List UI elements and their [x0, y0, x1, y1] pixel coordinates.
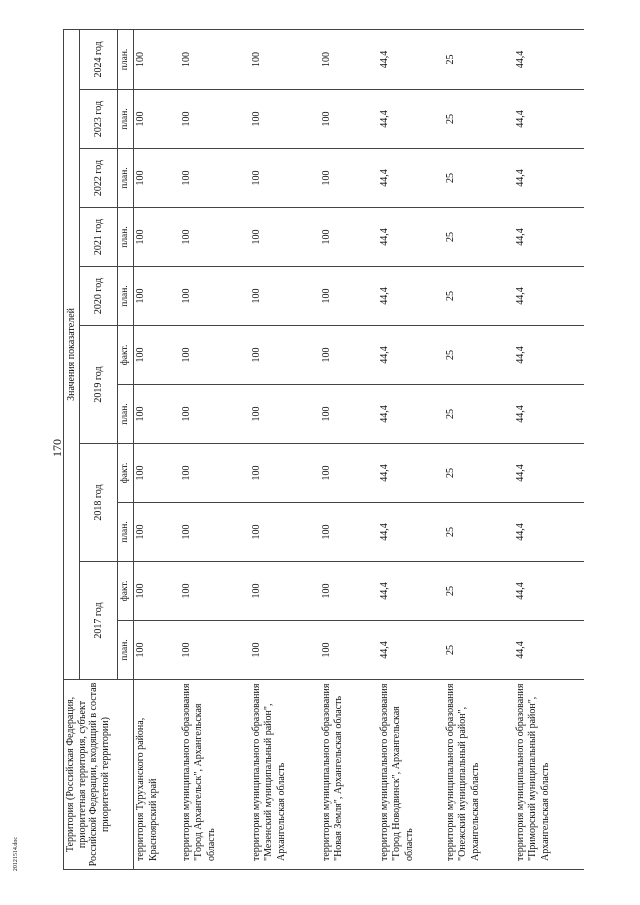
value-cell: 25: [444, 29, 514, 89]
value-cell: 100: [250, 621, 320, 680]
sub-fact: факт.: [118, 562, 134, 621]
value-cell: 44,4: [514, 503, 584, 562]
value-cell: 100: [180, 503, 250, 562]
value-cell: 100: [134, 208, 180, 267]
territory-cell: территория муниципального образования "Город Новодвинск", Архангельская область: [378, 680, 444, 870]
value-cell: 44,4: [378, 149, 444, 208]
value-cell: 44,4: [514, 562, 584, 621]
value-cell: 100: [180, 562, 250, 621]
year-header-2020: 2020 год: [80, 267, 118, 326]
value-cell: 100: [134, 149, 180, 208]
value-cell: 100: [250, 562, 320, 621]
territory-cell: территория муниципального образования "Онежский муниципальный район", Архангельская область: [444, 680, 514, 870]
territory-cell: территория муниципального образования "Новая Земля", Архангельская область: [320, 680, 378, 870]
value-cell: 100: [134, 29, 180, 89]
value-cell: 25: [444, 385, 514, 444]
value-cell: 100: [320, 621, 378, 680]
value-cell: 100: [250, 29, 320, 89]
sub-plan: план.: [118, 29, 134, 89]
value-cell: 100: [180, 326, 250, 385]
value-cell: 44,4: [514, 208, 584, 267]
footer-code: 20121514.doc: [13, 836, 19, 872]
value-cell: 100: [320, 149, 378, 208]
table-row: [320, 29, 378, 869]
value-cell: 100: [180, 267, 250, 326]
year-header-2017: 2017 год: [80, 562, 118, 680]
value-cell: 44,4: [378, 326, 444, 385]
sub-plan: план.: [118, 621, 134, 680]
year-header-2018: 2018 год: [80, 444, 118, 562]
year-header-2021: 2021 год: [80, 208, 118, 267]
value-cell: 100: [320, 267, 378, 326]
value-cell: 44,4: [514, 29, 584, 89]
value-cell: 100: [250, 90, 320, 149]
sub-plan: план.: [118, 90, 134, 149]
value-cell: 100: [180, 208, 250, 267]
value-cell: 25: [444, 503, 514, 562]
value-cell: 100: [250, 208, 320, 267]
table-row: [444, 29, 514, 869]
value-cell: 100: [320, 90, 378, 149]
indicators-table-wrapper: [63, 30, 603, 870]
value-cell: 100: [320, 385, 378, 444]
year-header-2019: 2019 год: [80, 326, 118, 444]
value-cell: 25: [444, 562, 514, 621]
sub-fact: факт.: [118, 444, 134, 503]
value-cell: 44,4: [514, 90, 584, 149]
value-cell: 25: [444, 90, 514, 149]
sub-plan: план.: [118, 208, 134, 267]
indicators-table: [63, 29, 584, 870]
sub-plan: план.: [118, 503, 134, 562]
value-cell: 25: [444, 267, 514, 326]
value-cell: 44,4: [378, 503, 444, 562]
table-row: [250, 29, 320, 869]
value-cell: 100: [134, 621, 180, 680]
table-row: [180, 29, 250, 869]
value-cell: 100: [250, 385, 320, 444]
value-cell: 100: [180, 444, 250, 503]
year-header-2022: 2022 год: [80, 149, 118, 208]
value-cell: 100: [320, 326, 378, 385]
value-cell: 44,4: [514, 267, 584, 326]
value-cell: 44,4: [514, 149, 584, 208]
value-cell: 100: [180, 621, 250, 680]
value-cell: 100: [180, 149, 250, 208]
value-cell: 25: [444, 208, 514, 267]
territory-cell: территория Туруханского района, Красноярский край: [134, 680, 180, 870]
value-cell: 44,4: [378, 621, 444, 680]
territory-cell: территория муниципального образования "Приморский муниципальный район", Архангельская область: [514, 680, 584, 870]
value-cell: 44,4: [378, 562, 444, 621]
value-cell: 44,4: [378, 444, 444, 503]
value-cell: 100: [134, 326, 180, 385]
value-cell: 44,4: [514, 444, 584, 503]
value-cell: 100: [250, 149, 320, 208]
sub-plan: план.: [118, 149, 134, 208]
value-cell: 100: [250, 503, 320, 562]
value-cell: 100: [250, 444, 320, 503]
value-cell: 44,4: [514, 385, 584, 444]
value-cell: 100: [134, 562, 180, 621]
year-header-2023: 2023 год: [80, 90, 118, 149]
territory-header: Территория (Российская Федерация, приоритетная территория, субъект Российской Федерации, входящий в состав приоритетной территории): [64, 680, 134, 870]
values-header: Значения показателей: [64, 29, 80, 679]
value-cell: 25: [444, 326, 514, 385]
value-cell: 100: [134, 503, 180, 562]
value-cell: 100: [180, 29, 250, 89]
value-cell: 100: [320, 29, 378, 89]
sub-plan: план.: [118, 267, 134, 326]
sub-plan: план.: [118, 385, 134, 444]
value-cell: 100: [134, 267, 180, 326]
value-cell: 100: [134, 90, 180, 149]
value-cell: 100: [320, 503, 378, 562]
territory-cell: территория муниципального образования "Город Архангельск", Архангельская область: [180, 680, 250, 870]
value-cell: 44,4: [378, 208, 444, 267]
value-cell: 44,4: [378, 90, 444, 149]
value-cell: 100: [180, 90, 250, 149]
year-header-2024: 2024 год: [80, 29, 118, 89]
value-cell: 100: [320, 444, 378, 503]
value-cell: 100: [134, 444, 180, 503]
value-cell: 100: [320, 562, 378, 621]
page-number: 170: [50, 439, 64, 457]
value-cell: 44,4: [378, 267, 444, 326]
sub-fact: факт.: [118, 326, 134, 385]
value-cell: 25: [444, 149, 514, 208]
value-cell: 44,4: [514, 326, 584, 385]
value-cell: 100: [134, 385, 180, 444]
value-cell: 44,4: [378, 385, 444, 444]
territory-cell: территория муниципального образования "Мезенский муниципальный район", Архангельская область: [250, 680, 320, 870]
table-row: [514, 29, 584, 869]
value-cell: 25: [444, 444, 514, 503]
table-row: [378, 29, 444, 869]
table-row: [134, 29, 180, 869]
value-cell: 100: [320, 208, 378, 267]
value-cell: 100: [250, 326, 320, 385]
value-cell: 25: [444, 621, 514, 680]
value-cell: 44,4: [378, 29, 444, 89]
value-cell: 100: [250, 267, 320, 326]
value-cell: 44,4: [514, 621, 584, 680]
value-cell: 100: [180, 385, 250, 444]
